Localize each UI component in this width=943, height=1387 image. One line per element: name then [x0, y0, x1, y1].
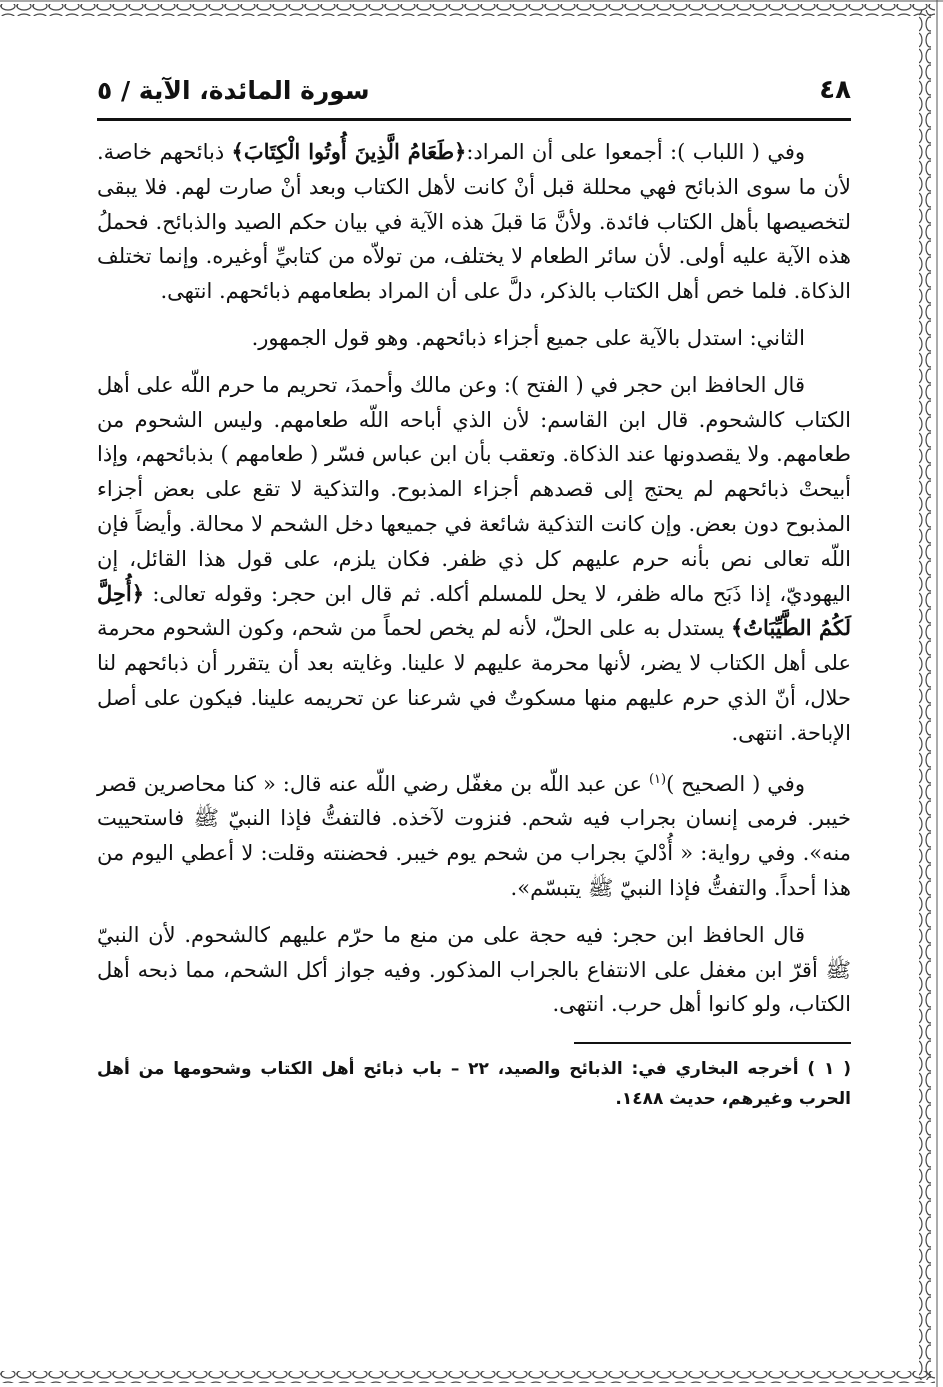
running-header [97, 62, 851, 121]
footnote-marker: (١) [648, 771, 667, 787]
paragraph-ibn-hajar-fath: قال الحافظ ابن حجر في ( الفتح ): وعن مالك وأحمدَ، تحريم ما حرم اللّه على أهل الكتاب كالشحوم. قال ابن القاسم: لأن الذي أباحه اللّه طعامهم. وليس الشحوم من طعامهم. ولا يقصدونها عند الذكاة. وتعقب بأن ابن عباس فسّر ( طعامهم ) بذبائحهم، وإذا أبيحتْ ذبائحهم لم يحتج إلى قصدهم أجزاء المذبوح. والتذكية لا تقع على بعض أجزاء المذبوح دون بعض. وإن كانت التذكية شائعة في جميعها دخل الشحم لا محالة. وأيضاً فإن اللّه تعالى نص بأنه حرم عليهم كل ذي ظفر. فكان يلزم، على قول هذا القائل، إن اليهوديّ، إذا ذَبَح ماله ظفر، لا يحل للمسلم أكله. ثم قال ابن حجر: وقوله تعالى: ﴿أُحِلَّ لَكُمُ الطَّيِّبَاتُ﴾ يستدل به على الحلّ، لأنه لم يخص لحماً من شحم، وكون الشحوم محرمة على أهل الكتاب لا يضر، لأنها محرمة عليهم لا علينا. وغايته بعد أن يتقرر أن ذبائحهم لنا حلال، أنّ الذي حرم عليهم منها مسكوتٌ في شرعنا عن تحريمه علينا. فيكون على أصل الإباحة. انتهى. [97, 372, 851, 745]
quran-verse: ﴿أُحِلَّ لَكُمُ الطَّيِّبَاتُ﴾ [97, 580, 851, 641]
bottom-border-chain [0, 1371, 935, 1383]
quran-verse: ﴿طَعَامُ الَّذِينَ أُوتُوا الْكِتَابَ﴾ [231, 139, 467, 164]
page-number: ٤٨ [819, 75, 851, 105]
page-content [97, 62, 851, 1114]
paragraph-sahih-hadith: وفي ( الصحيح )$^{(١)}$ عن عبد اللّه بن مغفّل رضي اللّه عنه قال: « كنا محاصرين قصر خيبر. فرمى إنسان بجراب فيه شحم. فنزوت لآخذه. فالتفتُّ فإذا النبيّ ﷺ فاستحييت منه». وفي رواية: « أُدْليَ بجراب من شحم يوم خيبر. فحضنته وقلت: لا أعطي اليوم من هذا أحداً. والتفتُّ فإذا النبيّ ﷺ يتبسّم». [97, 771, 851, 900]
paragraph-ibn-hajar-conclusion: قال الحافظ ابن حجر: فيه حجة على من منع ما حرّم عليهم كالشحوم. لأن النبيّ ﷺ أقرّ ابن مغفل على الانتفاع بالجراب المذكور. وفيه جواز أكل الشحم، مما ذبحه أهل الكتاب، ولو كانوا أهل حرب. انتهى. [97, 922, 851, 1017]
body-text [97, 135, 851, 1022]
footnote: ( ١ ) أخرجه البخاري في: الذبائح والصيد، ٢٢ – باب ذبائح أهل الكتاب وشحومها من أهل الحرب وغيرهم، حديث ١٤٨٨. [97, 1059, 851, 1110]
paragraph-lubab: وفي ( اللباب ): أجمعوا على أن المراد:﴿طَعَامُ الَّذِينَ أُوتُوا الْكِتَابَ﴾ ذبائحهم خاصة. لأن ما سوى الذبائح فهي محللة قبل أنْ كانت لأهل الكتاب وبعد أنْ صارت لهم. فلا يبقى لتخصيصها بأهل الكتاب فائدة. ولأنَّ مَا قبلَ هذه الآية في بيان حكم الصيد والذبائح. فحملُ هذه الآية عليه أولى. لأن سائر الطعام لا يختلف، من تولاّه من كتابيِّ أوغيره. وإنما تختلف الذكاة. فلما خص أهل الكتاب بالذكر، دلَّ على أن المراد بطعامهم ذبائحهم. انتهى. [97, 139, 851, 304]
right-border-chain [919, 10, 931, 1380]
paragraph-second-opinion: الثاني: استدل بالآية على جميع أجزاء ذبائحهم. وهو قول الجمهور. [251, 325, 805, 350]
surah-title: سورة المائدة، الآية / ٥ [97, 75, 370, 105]
footnote-divider [574, 1042, 851, 1044]
top-border-chain [0, 4, 935, 16]
